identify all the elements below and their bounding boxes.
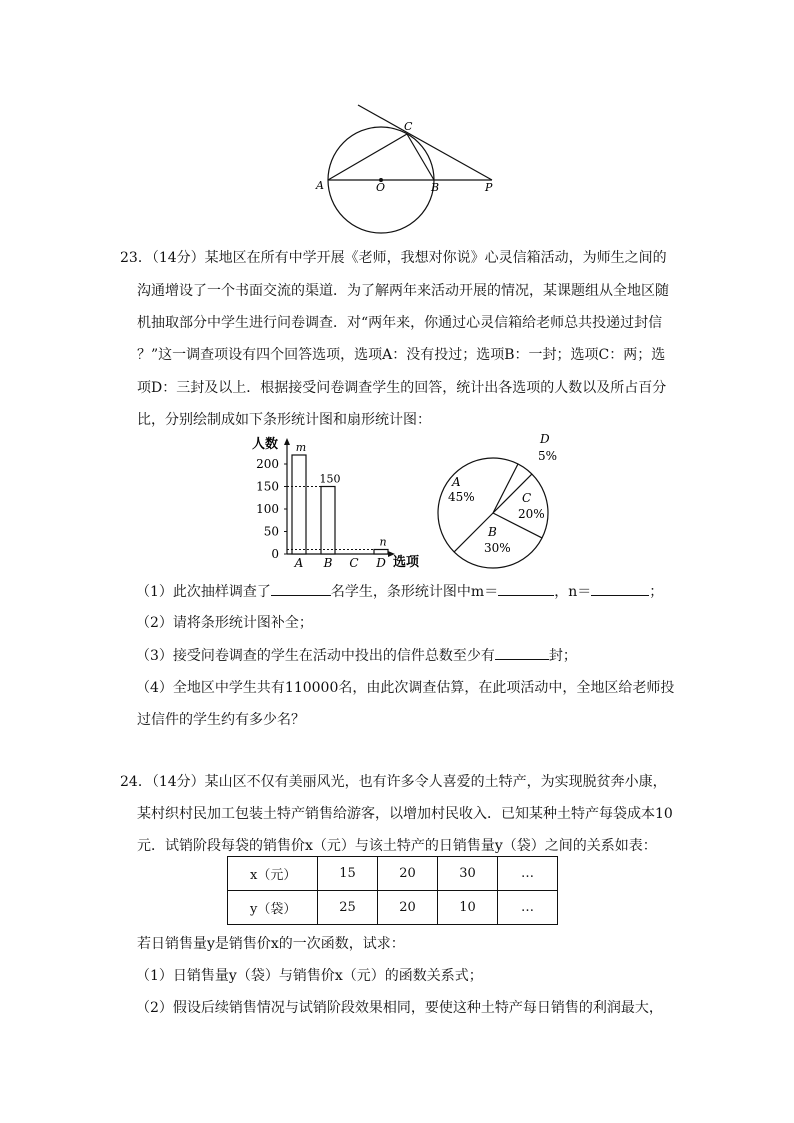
bar-chart bbox=[240, 432, 430, 572]
tangent-line bbox=[358, 105, 492, 180]
pie-percent-label: 30% bbox=[484, 541, 511, 555]
q23-sub1-text: ； bbox=[649, 584, 664, 600]
label-p: P bbox=[485, 181, 493, 194]
q24-after-line: 若日销售量y是销售价x的一次函数，试求： bbox=[137, 936, 405, 952]
q23-stem-line: 项D：三封及以上．根据接受问卷调查学生的回答，统计出各选项的人数以及所占百分 bbox=[137, 380, 667, 396]
q23-sub1-text: 名学生，条形统计图中m＝ bbox=[330, 584, 499, 600]
pie-slice-label: A bbox=[452, 475, 461, 489]
q23-sub2: （2）请将条形统计图补全； bbox=[136, 615, 313, 631]
y-axis-label: 人数 bbox=[252, 437, 279, 452]
bar bbox=[374, 550, 388, 555]
x-tick-label: C bbox=[349, 556, 359, 570]
pie-slice-label: C bbox=[522, 491, 532, 505]
q24-after-line: （2）假设后续销售情况与试销阶段效果相同，要使这种土特产每日销售的利润最大， bbox=[136, 1000, 663, 1016]
table-cell: 25 bbox=[318, 891, 378, 925]
label-a: A bbox=[316, 179, 324, 192]
q23-sub1 bbox=[136, 581, 663, 602]
table-row-header: y（袋） bbox=[228, 891, 318, 925]
q23-sub3-text: 封； bbox=[548, 648, 577, 664]
answer-blank[interactable] bbox=[495, 645, 549, 660]
x-axis-label: 选项 bbox=[393, 555, 420, 570]
y-tick-label: 200 bbox=[256, 457, 279, 471]
q23-stem-line: 机抽取部分中学生进行问卷调查．对“两年来，你通过心灵信箱给老师总共投递过封信 bbox=[137, 315, 663, 331]
q24-after-line: （1）日销售量y（袋）与销售价x（元）的函数关系式； bbox=[136, 968, 483, 984]
chord-ac bbox=[328, 134, 407, 180]
table-row bbox=[228, 891, 558, 925]
x-tick-label: D bbox=[376, 556, 386, 570]
label-b: B bbox=[431, 181, 440, 194]
pie-chart bbox=[432, 430, 562, 570]
answer-blank[interactable] bbox=[271, 581, 331, 596]
q23-stem-line: 比，分别绘制成如下条形统计图和扇形统计图： bbox=[137, 412, 431, 428]
bar bbox=[292, 455, 306, 554]
pie-percent-label: 20% bbox=[518, 507, 545, 521]
answer-blank[interactable] bbox=[498, 581, 554, 596]
q23-stem-line: 沟通增设了一个书面交流的渠道．为了解两年来活动开展的情况，某课题组从全地区随 bbox=[137, 283, 669, 299]
bar-data-label: m bbox=[295, 441, 307, 454]
pie-percent-label: 45% bbox=[448, 490, 475, 504]
q23-stem-line: 23．（14分）某地区在所有中学开展《老师，我想对你说》心灵信箱活动，为师生之间的 bbox=[120, 250, 667, 266]
table-cell: 10 bbox=[438, 891, 498, 925]
y-axis-arrow bbox=[284, 438, 290, 445]
table-cell: 20 bbox=[378, 857, 438, 891]
label-c: C bbox=[404, 120, 413, 133]
q23-sub3 bbox=[136, 645, 577, 666]
y-tick-label: 100 bbox=[256, 502, 279, 516]
q23-sub4-line: （4）全地区中学生共有110000名，由此次调查估算，在此项活动中，全地区给老师投 bbox=[136, 680, 675, 696]
bar-data-label: 150 bbox=[319, 472, 341, 486]
bar bbox=[321, 487, 335, 555]
table-row bbox=[228, 857, 558, 891]
x-tick-label: B bbox=[323, 556, 333, 570]
price-sales-table bbox=[227, 856, 558, 925]
y-tick-label: 0 bbox=[271, 547, 279, 561]
table-row-header: x（元） bbox=[228, 857, 318, 891]
pie-slice-label: D bbox=[540, 432, 550, 446]
q23-sub1-text: ，n＝ bbox=[554, 584, 592, 600]
q24-stem-line: 某村织村民加工包装土特产销售给游客，以增加村民收入．已知某种土特产每袋成本10 bbox=[137, 806, 673, 822]
table-cell: … bbox=[498, 891, 558, 925]
table-cell: 20 bbox=[378, 891, 438, 925]
chord-bc bbox=[407, 134, 434, 180]
q23-sub1-text: （1）此次抽样调查了 bbox=[136, 584, 271, 600]
table-cell: 15 bbox=[318, 857, 378, 891]
pie-slice-label: B bbox=[488, 525, 497, 539]
label-o: O bbox=[376, 181, 386, 194]
q24-stem-line: 元．试销阶段每袋的销售价x（元）与该土特产的日销售量y（袋）之间的关系如表： bbox=[137, 838, 657, 854]
y-tick-label: 150 bbox=[256, 479, 279, 494]
q24-stem-line: 24．（14分）某山区不仅有美丽风光，也有许多令人喜爱的土特产，为实现脱贫奔小康， bbox=[120, 774, 667, 790]
q23-sub4-line: 过信件的学生约有多少名？ bbox=[137, 712, 305, 728]
pie-percent-label: 5% bbox=[538, 449, 558, 463]
circle-tangent-figure bbox=[310, 100, 510, 235]
table-cell: 30 bbox=[438, 857, 498, 891]
y-tick-label: 50 bbox=[263, 524, 279, 539]
x-tick-label: A bbox=[294, 556, 304, 570]
table-cell: … bbox=[498, 857, 558, 891]
bar-data-label: n bbox=[379, 535, 387, 549]
q23-sub3-text: （3）接受问卷调查的学生在活动中投出的信件总数至少有 bbox=[136, 648, 495, 664]
q23-stem-line: ？”这一调查项设有四个回答选项，选项A：没有投过；选项B：一封；选项C：两；选 bbox=[137, 347, 666, 363]
answer-blank[interactable] bbox=[591, 581, 649, 596]
